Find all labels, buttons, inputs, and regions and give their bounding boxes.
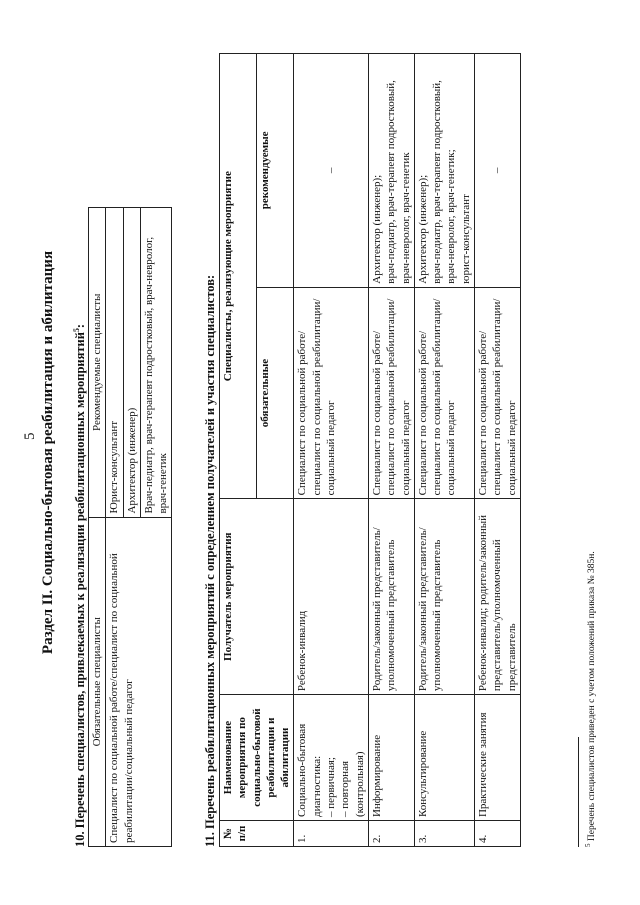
recommended-specialist-cell: Юрист-консультант <box>106 208 123 518</box>
recommended-item: врач-педиатр, врач-терапевт подростковый, врач-невролог, врач-генетик; <box>431 80 458 284</box>
row-num: 2. <box>368 821 414 847</box>
section-10-heading <box>72 324 88 847</box>
measures-table <box>219 53 521 847</box>
table-row <box>294 54 368 847</box>
header-mandatory: обязательные <box>257 287 294 499</box>
recommended-item: Архитектор (инженер); <box>416 174 429 284</box>
row-mandatory: Специалист по социальной работе/специалист по социальной реабилитации/социальный педагог <box>414 287 474 499</box>
header-mandatory-specialists: Обязательные специалисты <box>89 517 106 846</box>
row-measure-name: Консультирование <box>414 695 474 821</box>
table-header-row <box>220 54 257 847</box>
row-mandatory: Специалист по социальной работе/специалист по социальной реабилитации/социальный педагог <box>294 287 368 499</box>
header-recipient: Получатель мероприятия <box>220 499 294 695</box>
header-specialists: Специалисты, реализующие мероприятие <box>220 54 257 499</box>
row-recipient: Ребенок-инвалид <box>294 499 368 695</box>
footnote-mark: 5 <box>584 843 592 847</box>
measure-subitem: – повторная (контрольная) <box>339 751 366 818</box>
row-num: 4. <box>475 821 521 847</box>
recommended-specialist-cell: Архитектор (инженер) <box>123 208 140 518</box>
recommended-item: юрист-консультант <box>459 194 472 284</box>
row-recommended: – <box>475 54 521 288</box>
recommended-item: Архитектор (инженер); <box>370 174 383 284</box>
recommended-specialist-cell: Врач-педиатр, врач-терапевт подростковый, врач-невролог, врач-генетик <box>140 208 172 518</box>
section-11-heading: 11. Перечень реабилитационных мероприятий с определением получателей и участия специалистов: <box>203 274 217 847</box>
row-recipient: Ребенок-инвалид; родитель/законный представитель/уполномоченный представитель <box>475 499 521 695</box>
table-header-row <box>89 208 106 847</box>
recommended-item: врач-педиатр, врач-терапевт подростковый, врач-невролог, врач-генетик <box>385 80 412 284</box>
row-measure-name: Информирование <box>368 695 414 821</box>
specialists-table <box>88 207 172 847</box>
footnote <box>584 551 597 847</box>
measure-subitem: – первичная; <box>325 757 338 818</box>
row-recommended <box>414 54 474 288</box>
table-row <box>368 54 414 847</box>
row-measure-name <box>294 695 368 821</box>
footnote-ref: 5 <box>72 328 81 333</box>
row-mandatory: Специалист по социальной работе/специалист по социальной реабилитации/социальный педагог <box>475 287 521 499</box>
header-measure-name: Наименование мероприятия по социально-бытовой реабилитации и абилитации <box>220 695 294 821</box>
section-title: Раздел II. Социально-бытовая реабилитация и абилитация <box>40 250 56 655</box>
row-num: 3. <box>414 821 474 847</box>
row-mandatory: Специалист по социальной работе/специалист по социальной реабилитации/социальный педагог <box>368 287 414 499</box>
row-recommended <box>368 54 414 288</box>
header-recommended-specialists: Рекомендуемые специалисты <box>89 208 106 518</box>
row-num: 1. <box>294 821 368 847</box>
footnote-divider <box>578 737 579 847</box>
row-recipient: Родитель/законный представитель/уполномоченный представитель <box>414 499 474 695</box>
heading-colon: : <box>73 323 88 329</box>
measure-name-text: Социально-бытовая диагностика: <box>296 723 323 818</box>
footnote-text: Перечень специалистов приведен с учетом положений приказа № 385н. <box>587 551 598 842</box>
header-recommended: рекомендуемые <box>257 54 294 288</box>
table-row <box>414 54 474 847</box>
table-row <box>106 208 123 847</box>
mandatory-specialists-cell: Специалист по социальной работе/специалист по социальной реабилитации/социальный педагог <box>106 517 172 846</box>
table-row <box>475 54 521 847</box>
row-recommended: – <box>294 54 368 288</box>
page-number: 5 <box>22 432 38 440</box>
row-measure-name: Практические занятия <box>475 695 521 821</box>
header-num: № п/п <box>220 821 294 847</box>
row-recipient: Родитель/законный представитель/уполномоченный представитель <box>368 499 414 695</box>
section-10-heading-text: 10. Перечень специалистов, привлекаемых к реализации реабилитационных мероприятий <box>73 332 88 847</box>
